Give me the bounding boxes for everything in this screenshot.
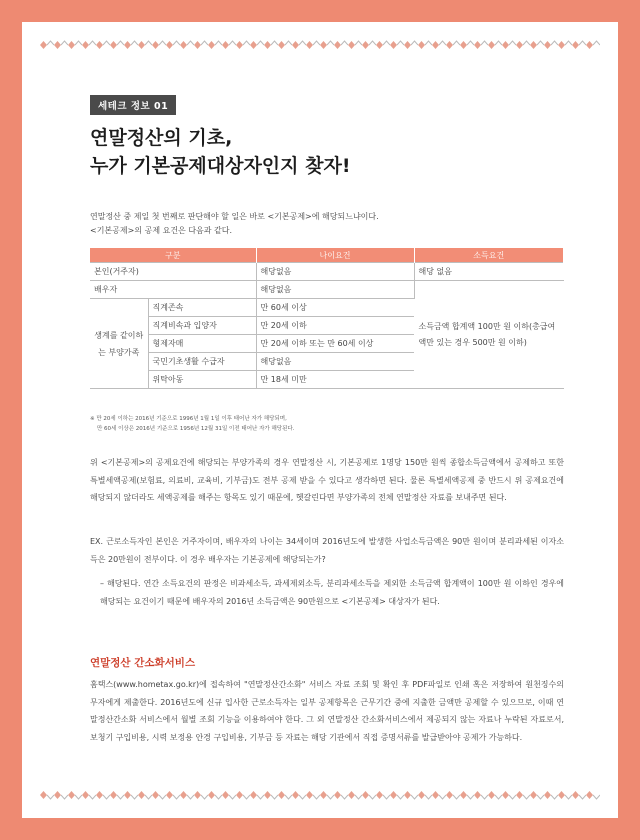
row-income-merged: 소득금액 합계액 100만 원 이하(총급여액만 있는 경우 500만 원 이하) <box>414 281 564 389</box>
row-label: 배우자 <box>90 281 256 299</box>
row-label: 직계존속 <box>148 299 256 317</box>
title-line-2: 누가 기본공제대상자인지 찾자! <box>90 155 351 177</box>
intro-line-2: <기본공제>의 공제 요건은 다음과 같다. <box>90 226 233 235</box>
row-group-dependents: 생계를 같이하는 부양가족 <box>90 299 148 389</box>
answer-text: – 해당된다. 연간 소득요건의 판정은 비과세소득, 과세제외소득, 분리과세소득을 제외한 소득금액 합계액이 100만 원 이하인 경우에 해당되는 요건이기 때문에 배우자의 2016년 소득금액은 90만원으로 <기본공제> 대상자가 된다. <box>100 579 564 606</box>
row-label: 직계비속과 입양자 <box>148 317 256 335</box>
body-paragraph-1: 위 <기본공제>의 공제요건에 해당되는 부양가족의 경우 연말정산 시, 기본공제로 1명당 150만 원씩 종합소득금액에서 공제하고 또한 특별세액공제(보험료, 의료비, 교육비, 기부금)도 전부 공제 받을 수 있다고 생각하면 된다. 물론 특별세액공제 중 반드시 위 공제요건에 해당되지 않더라도 세액공제를 해주는 항목도 있기 때문에, 헷갈린다면 부양가족의 전체 연말정산 자료를 보내주면 된다. <box>90 458 564 502</box>
answer-paragraph <box>90 575 564 610</box>
row-age: 만 18세 미만 <box>256 371 414 389</box>
row-age: 만 60세 이상 <box>256 299 414 317</box>
deduction-requirements-table <box>90 248 564 389</box>
header-income: 소득요건 <box>414 248 564 263</box>
intro-line-1: 연말정산 중 제일 첫 번째로 판단해야 할 일은 바로 <기본공제>에 해당되느냐이다. <box>90 212 379 221</box>
intro-text <box>90 210 562 238</box>
row-age: 해당없음 <box>256 353 414 371</box>
row-label: 본인(거주자) <box>90 263 256 281</box>
row-label: 형제자매 <box>148 335 256 353</box>
row-income: 해당 없음 <box>414 263 564 281</box>
decorative-border-bottom <box>40 788 600 802</box>
footnote-line-2: 만 60세 이상은 2016년 기준으로 1956년 12월 31일 이전 태어난 자가 해당된다. <box>97 426 295 432</box>
body-paragraph-4: 홈택스(www.hometax.go.kr)에 접속하여 "연말정산간소화" 서비스 자료 조회 및 확인 후 PDF파일로 인쇄 혹은 저장하여 원천징수의무자에게 제출한다. 2016년도에 신규 입사한 근로소득자는 일부 공제항목은 근무기간 중에 지출한 금액만 공제할 수 있으므로, 이때 연말정산간소화 서비스에서 월별 조회 기능을 이용하여야 한다. 그 외 연말정산 간소화서비스에서 제공되지 않는 자료나 누락된 자료로서, 보청기 구입비용, 시력 보정용 안경 구입비용, 기부금 등 자료는 해당 기관에서 직접 증명서류를 발급받아야 공제가 가능하다. <box>90 680 564 742</box>
page-title <box>90 124 351 180</box>
footnote-line-1: ※ 만 20세 이하는 2016년 기준으로 1996년 1월 1일 이후 태어난 자가 해당되며, <box>90 416 287 422</box>
document-page <box>22 22 618 818</box>
table-header-row <box>90 248 564 263</box>
table-footnotes <box>90 414 562 434</box>
row-age: 만 20세 이하 또는 만 60세 이상 <box>256 335 414 353</box>
table-row <box>90 263 564 281</box>
section-title: 연말정산 간소화서비스 <box>90 657 196 669</box>
example-paragraph: EX. 근로소득자인 본인은 거주자이며, 배우자의 나이는 34세이며 2016년도에 발생한 사업소득금액은 90만 원이며 분리과세된 이자소득은 20만원이 전부이다. 이 경우 배우자는 기본공제에 해당되는가? <box>90 537 564 564</box>
title-line-1: 연말정산의 기초, <box>90 127 233 149</box>
row-age: 해당없음 <box>256 281 414 299</box>
row-age: 해당없음 <box>256 263 414 281</box>
header-age: 나이요건 <box>256 248 414 263</box>
row-label: 위탁아동 <box>148 371 256 389</box>
decorative-border-top <box>40 38 600 52</box>
table-row <box>90 281 564 299</box>
header-category: 구분 <box>90 248 256 263</box>
row-age: 만 20세 이하 <box>256 317 414 335</box>
category-badge: 세테크 정보 01 <box>90 95 176 115</box>
row-label: 국민기초생활 수급자 <box>148 353 256 371</box>
